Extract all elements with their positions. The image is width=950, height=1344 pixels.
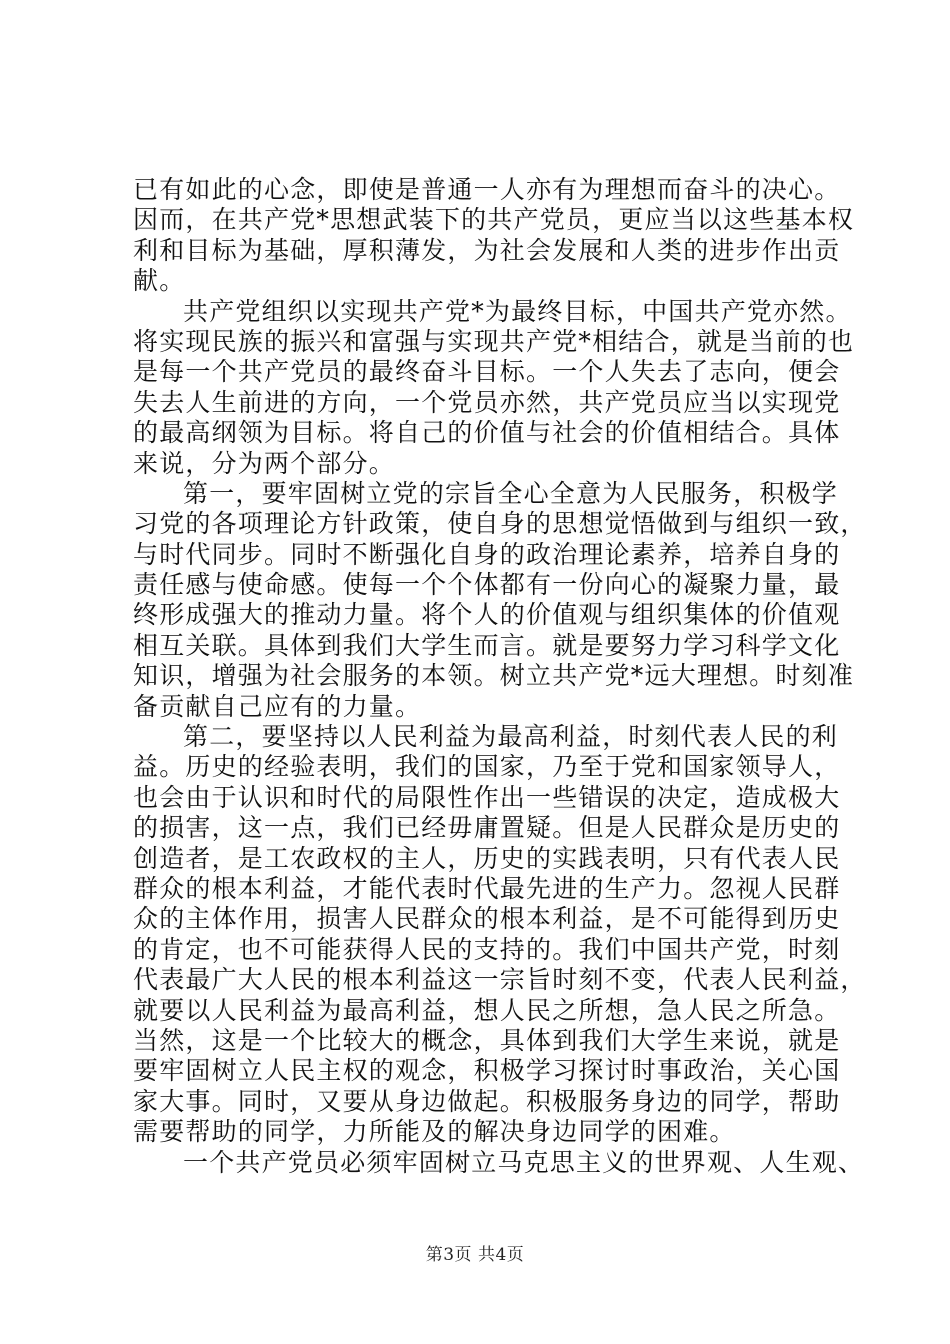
text-line: 创造者，是工农政权的主人，历史的实践表明，只有代表人民: [133, 843, 841, 873]
text-line: 需要帮助的同学，力所能及的解决身边同学的困难。: [133, 1117, 736, 1147]
text-line: 相互关联。具体到我们大学生而言。就是要努力学习科学文化: [133, 630, 841, 660]
text-line: 已有如此的心念，即使是普通一人亦有为理想而奋斗的决心。: [133, 175, 841, 204]
text-line: 的最高纲领为目标。将自己的价值与社会的价值相结合。具体: [133, 418, 841, 448]
text-line: 责任感与使命感。使每一个个体都有一份向心的凝聚力量，最: [133, 570, 841, 600]
text-line: 的损害，这一点，我们已经毋庸置疑。但是人民群众是历史的: [133, 813, 841, 843]
text-line: 益。历史的经验表明，我们的国家，乃至于党和国家领导人，: [133, 752, 841, 782]
text-line: 知识，增强为社会服务的本领。树立共产党*远大理想。时刻准: [133, 661, 855, 691]
text-line: 失去人生前进的方向，一个党员亦然，共产党员应当以实现党: [133, 387, 841, 417]
text-line: 要牢固树立人民主权的观念，积极学习探讨时事政治，关心国: [133, 1056, 841, 1086]
text-line: 就要以人民利益为最高利益，想人民之所想，急人民之所急。: [133, 995, 841, 1025]
text-line: 家大事。同时，又要从身边做起。积极服务身边的同学，帮助: [133, 1086, 841, 1116]
text-line: 共产党组织以实现共产党*为最终目标，中国共产党亦然。: [183, 296, 852, 326]
text-line: 备贡献自己应有的力量。: [133, 691, 422, 721]
page-footer: 第3页 共4页: [425, 1245, 525, 1265]
text-line: 献。: [133, 266, 186, 296]
text-line: 习党的各项理论方针政策，使自身的思想觉悟做到与组织一致，: [133, 509, 867, 539]
text-line: 第二，要坚持以人民利益为最高利益，时刻代表人民的利: [183, 722, 839, 752]
text-line: 将实现民族的振兴和富强与实现共产党*相结合，就是当前的也: [133, 326, 855, 356]
text-line: 是每一个共产党员的最终奋斗目标。一个人失去了志向，便会: [133, 357, 841, 387]
text-line: 代表最广大人民的根本利益这一宗旨时刻不变，代表人民利益，: [133, 965, 867, 995]
text-line: 也会由于认识和时代的局限性作出一些错误的决定，造成极大: [133, 782, 841, 812]
text-line: 当然，这是一个比较大的概念，具体到我们大学生来说，就是: [133, 1025, 841, 1055]
text-line: 一个共产党员必须牢固树立马克思主义的世界观、人生观、: [183, 1147, 865, 1177]
text-line: 群众的根本利益，才能代表时代最先进的生产力。忽视人民群: [133, 873, 841, 903]
text-line: 终形成强大的推动力量。将个人的价值观与组织集体的价值观: [133, 600, 841, 630]
text-line: 的肯定，也不可能获得人民的支持的。我们中国共产党，时刻: [133, 934, 841, 964]
text-line: 第一，要牢固树立党的宗旨全心全意为人民服务，积极学: [183, 478, 839, 508]
text-line: 与时代同步。同时不断强化自身的政治理论素养，培养自身的: [133, 539, 841, 569]
text-line: 来说，分为两个部分。: [133, 448, 396, 478]
text-line: 因而，在共产党*思想武装下的共产党员，更应当以这些基本权: [133, 205, 855, 235]
text-line: 众的主体作用，损害人民群众的根本利益，是不可能得到历史: [133, 904, 841, 934]
text-line: 利和目标为基础，厚积薄发，为社会发展和人类的进步作出贡: [133, 235, 841, 265]
body-text: [133, 175, 867, 1178]
